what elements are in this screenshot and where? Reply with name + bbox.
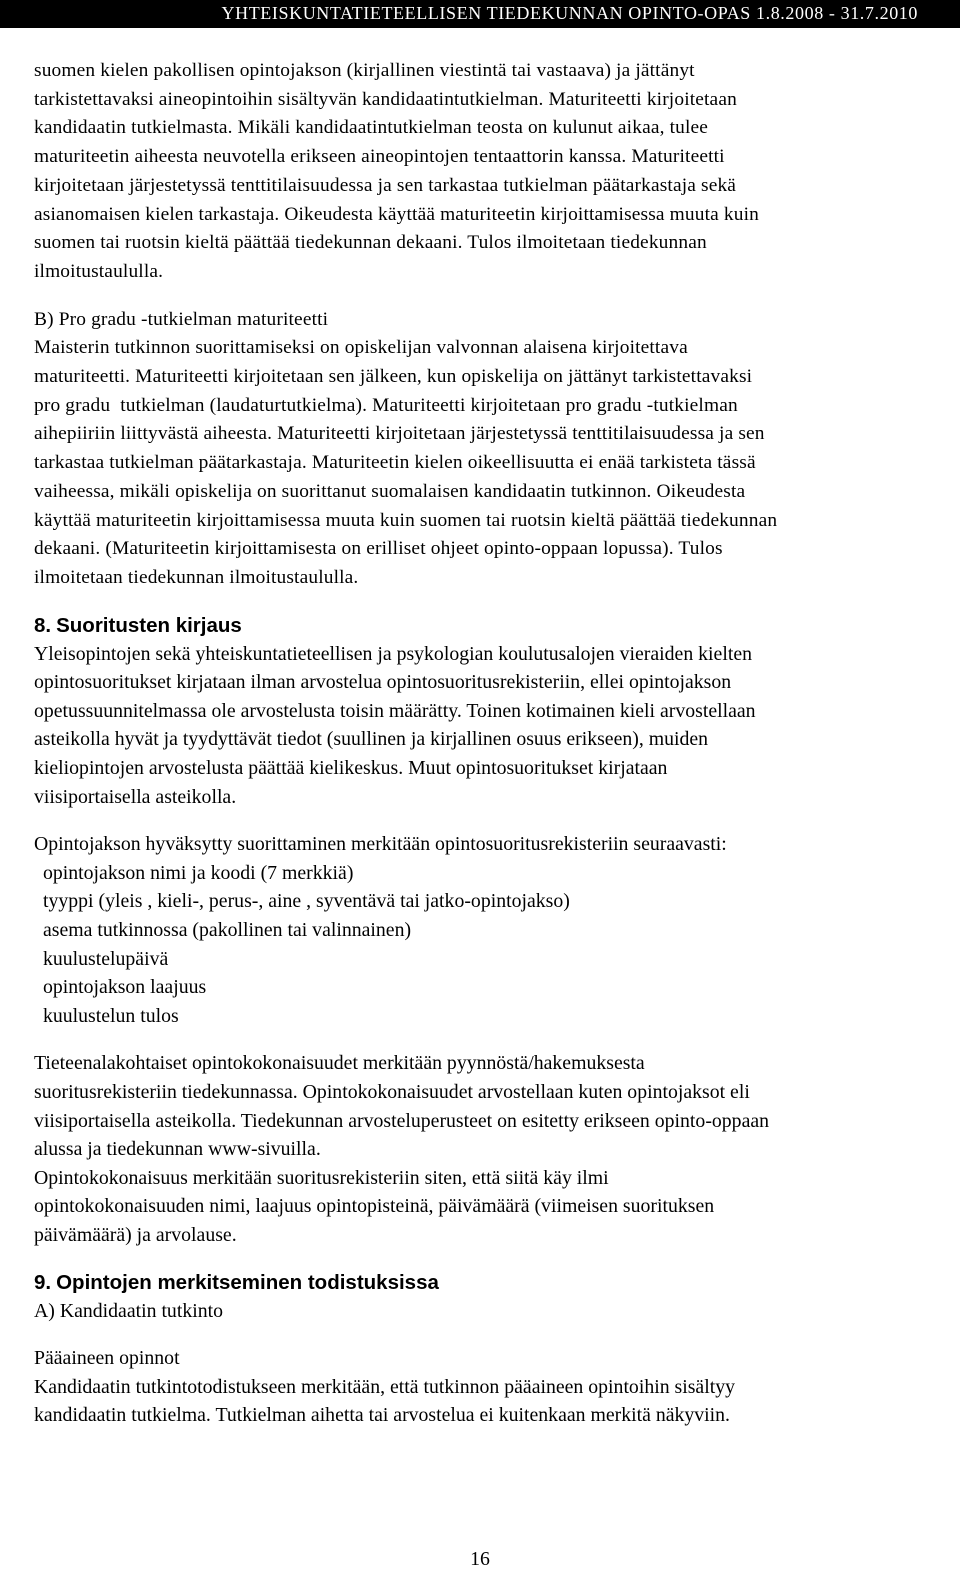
- text-line: ilmoitustaululla.: [34, 260, 164, 282]
- text-line: viisiportaisella asteikolla.: [34, 785, 237, 808]
- paragraph-gap: [34, 1030, 952, 1049]
- text-line: vaiheessa, mikäli opiskelija on suorittanut suomalaisen kandidaatin tutkinnon. Oikeudesta: [34, 480, 746, 502]
- list-item: tyyppi (yleis , kieli-, perus-, aine , syventävä tai jatko-opintojakso): [43, 890, 570, 913]
- text-line: käyttää maturiteetin kirjoittamisessa muuta kuin suomen tai ruotsin kieltä päättää tiedekunnan: [34, 509, 778, 531]
- text-line: kieliopintojen arvostelusta päättää kielikeskus. Muut opintosuoritukset kirjataan: [34, 757, 668, 780]
- section-heading-9: [34, 1269, 952, 1297]
- text-line: kandidaatin tutkielma. Tutkielman aihetta tai arvostelua ei kuitenkaan merkitä näkyviin.: [34, 1404, 731, 1427]
- text-line: kirjoitetaan järjestetyssä tenttitilaisuudessa ja sen tarkastaa tutkielman päätarkastaja sekä: [34, 174, 737, 196]
- subsection-heading: Pääaineen opinnot: [34, 1347, 180, 1370]
- text-line: Tieteenalakohtaiset opintokokonaisuudet merkitään pyynnöstä/hakemuksesta: [34, 1052, 645, 1075]
- section-number: 9.: [34, 1270, 52, 1294]
- course-entry-list: [34, 859, 952, 1031]
- subsection-title: B) Pro gradu -tutkielman maturiteetti: [34, 308, 329, 330]
- text-line: Maisterin tutkinnon suorittamiseksi on opiskelijan valvonnan alaisena kirjoitettava: [34, 337, 688, 359]
- text-line: opetussuunnitelmassa ole arvostelusta toisin määrätty. Toinen kotimainen kieli arvostellaan: [34, 699, 756, 722]
- text-line: kandidaatin tutkielmasta. Mikäli kandidaatintutkielman teosta on kulunut aikaa, tulee: [34, 117, 709, 139]
- text-line: Kandidaatin tutkintotodistukseen merkitään, että tutkinnon pääaineen opintoihin sisältyy: [34, 1375, 735, 1398]
- text-line: maturiteetin aiheesta neuvotella erikseen aineopintojen tentaattorin kanssa. Maturiteetti: [34, 146, 725, 168]
- running-header: YHTEISKUNTATIETEELLISEN TIEDEKUNNAN OPINTO-OPAS 1.8.2008 - 31.7.2010: [0, 0, 960, 28]
- text-line: Yleisopintojen sekä yhteiskuntatieteellisen ja psykologian koulutusalojen vieraiden kielten: [34, 642, 752, 665]
- intro-paragraph: [34, 57, 952, 287]
- text-line: opintosuoritukset kirjataan ilman arvostelua opintosuoritusrekisteriin, ellei opintojakson: [34, 671, 732, 694]
- text-line: Opintokokonaisuus merkitään suoritusrekisteriin siten, että siitä käy ilmi: [34, 1166, 609, 1189]
- study-module-paragraph: [34, 1049, 952, 1249]
- course-entry-paragraph: [34, 830, 952, 1030]
- subsection-title: A) Kandidaatin tutkinto: [34, 1299, 223, 1322]
- list-intro: Opintojakson hyväksytty suorittaminen merkitään opintosuoritusrekisteriin seuraavasti:: [34, 833, 727, 856]
- text-line: suomen tai ruotsin kieltä päättää tiedekunnan dekaani. Tulos ilmoitetaan tiedekunnan: [34, 232, 707, 254]
- major-studies-paragraph: [34, 1344, 952, 1430]
- section-heading-8: [34, 612, 952, 640]
- text-line: tarkastaa tutkielman päätarkastaja. Maturiteetin kielen oikeellisuutta ei enää tarkisteta tässä: [34, 452, 756, 474]
- paragraph-gap: [34, 287, 952, 306]
- paragraph-gap: [34, 1325, 952, 1344]
- text-line: suoritusrekisteriin tiedekunnassa. Opintokokonaisuudet arvostellaan kuten opintojaksot eli: [34, 1080, 750, 1103]
- list-item: asema tutkinnossa (pakollinen tai valinnainen): [43, 919, 412, 941]
- bachelor-degree-paragraph: [34, 1297, 952, 1326]
- paragraph-gap: [34, 811, 952, 830]
- pro-gradu-maturity-section: [34, 306, 952, 593]
- text-line: asianomaisen kielen tarkastaja. Oikeudesta käyttää maturiteetin kirjoittamisessa muuta kuin: [34, 203, 759, 225]
- text-line: suomen kielen pakollisen opintojakson (kirjallinen viestintä tai vastaava) ja jättänyt: [34, 60, 695, 81]
- section-number: 8.: [34, 613, 52, 637]
- text-line: aihepiiriin liittyvästä aiheesta. Maturiteetti kirjoitetaan järjestetyssä tenttitilaisuudessa ja sen: [34, 423, 765, 445]
- page-content: [34, 57, 952, 1430]
- page-number: 16: [470, 1548, 490, 1570]
- text-line: ilmoitetaan tiedekunnan ilmoitustaululla.: [34, 566, 359, 588]
- list-item: kuulustelupäivä: [43, 947, 169, 970]
- recording-paragraph: [34, 640, 952, 812]
- text-line: päivämäärä) ja arvolause.: [34, 1223, 237, 1246]
- list-item: kuulustelun tulos: [43, 1004, 179, 1027]
- paragraph-gap: [34, 593, 952, 612]
- text-line: asteikolla hyvät ja tyydyttävät tiedot (suullinen ja kirjallinen osuus erikseen), muiden: [34, 728, 709, 751]
- text-line: dekaani. (Maturiteetin kirjoittamisesta on erilliset ohjeet opinto-oppaan lopussa). Tulos: [34, 538, 723, 560]
- list-item: opintojakson laajuus: [43, 976, 207, 999]
- text-line: alussa ja tiedekunnan www-sivuilla.: [34, 1138, 321, 1161]
- text-line: tarkistettavaksi aineopintoihin sisältyvän kandidaatintutkielman. Maturiteetti kirjoitetaan: [34, 88, 737, 110]
- text-line: opintokokonaisuuden nimi, laajuus opintopisteinä, päivämäärä (viimeisen suorituksen: [34, 1195, 715, 1218]
- paragraph-gap: [34, 1250, 952, 1269]
- list-item: opintojakson nimi ja koodi (7 merkkiä): [43, 861, 354, 884]
- text-line: pro gradu tutkielman (laudaturtutkielma). Maturiteetti kirjoitetaan pro gradu -tutkielman: [34, 394, 738, 416]
- text-line: maturiteetti. Maturiteetti kirjoitetaan sen jälkeen, kun opiskelija on jättänyt tarkistettavaksi: [34, 366, 753, 388]
- section-title: Suoritusten kirjaus: [56, 613, 242, 637]
- section-title: Opintojen merkitseminen todistuksissa: [56, 1270, 439, 1294]
- text-line: viisiportaisella asteikolla. Tiedekunnan arvosteluperusteet on esitetty erikseen opinto-oppaan: [34, 1109, 770, 1132]
